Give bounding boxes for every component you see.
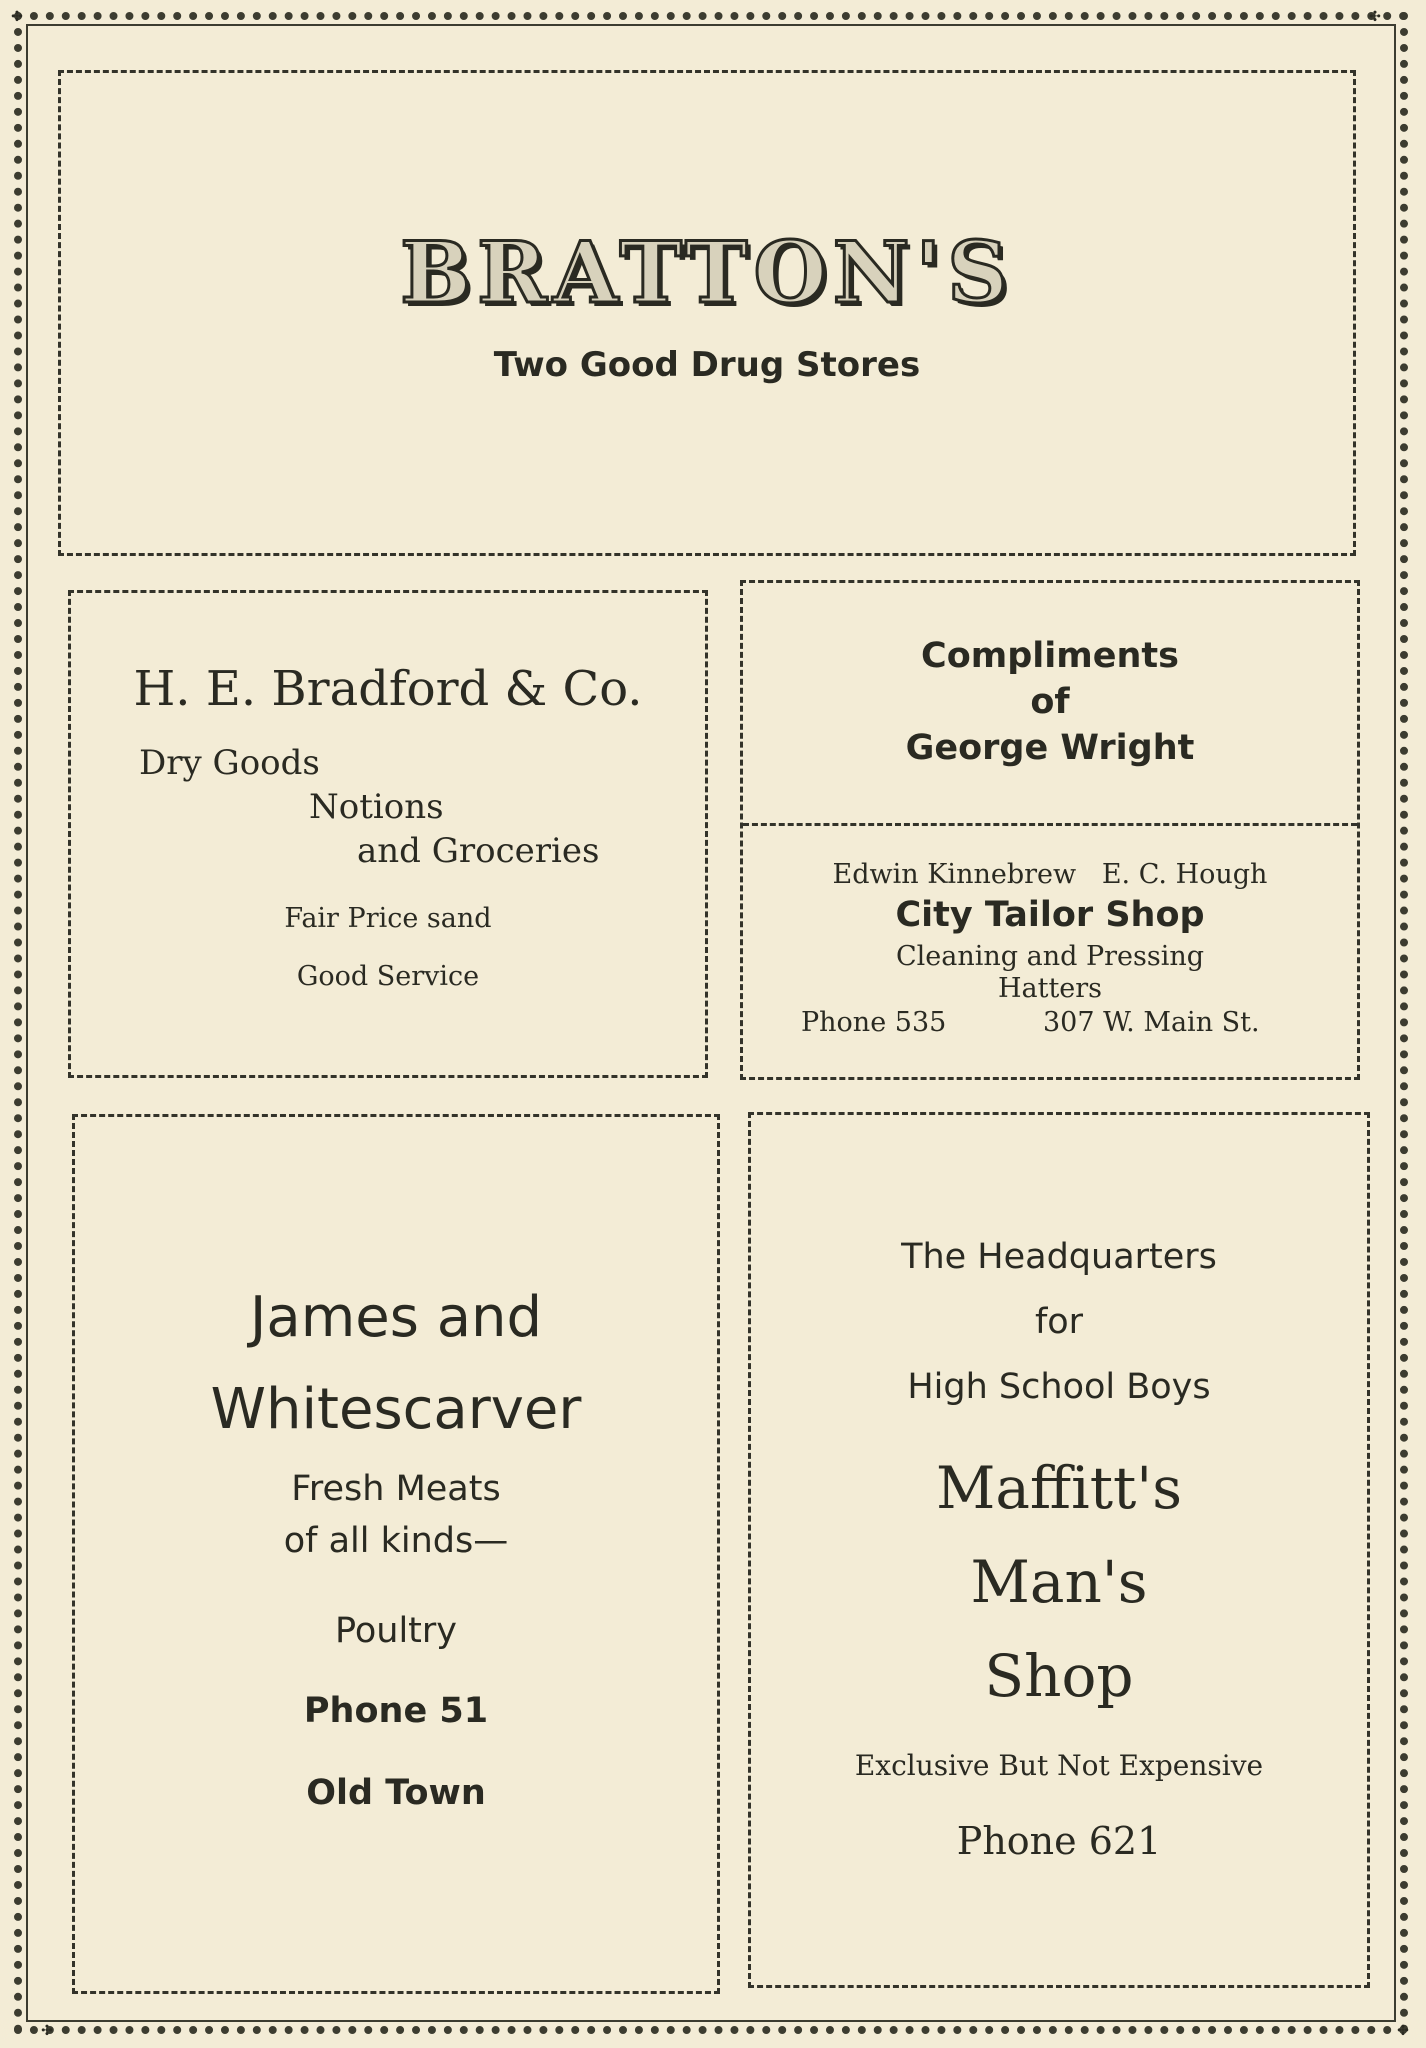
- tailor-owners: Edwin Kinnebrew E. C. Hough: [832, 859, 1268, 890]
- bradford-groceries: and Groceries: [357, 831, 600, 871]
- james-poultry: Poultry: [334, 1611, 457, 1651]
- compliments-tailor-ad: [740, 580, 1360, 1080]
- corner-ornament-bottom-right: ✣: [1397, 2023, 1409, 2039]
- maffitt-phone: Phone 621: [956, 1819, 1162, 1863]
- james-all-kinds: of all kinds—: [283, 1521, 509, 1561]
- brattons-subtitle: Two Good Drug Stores: [493, 345, 921, 385]
- james-title-line2: Whitescarver: [210, 1377, 582, 1442]
- maffitt-for: for: [1034, 1302, 1084, 1342]
- bradford-notions: Notions: [309, 787, 444, 827]
- bradford-dry-goods: Dry Goods: [139, 743, 320, 783]
- bradford-fair-price: Fair Price sand: [284, 903, 492, 934]
- tailor-hatters: Hatters: [997, 973, 1103, 1004]
- bradford-ad: [68, 590, 708, 1078]
- brattons-title: BRATTON'S: [400, 223, 1014, 322]
- maffitt-title-line2: Man's: [970, 1548, 1148, 1616]
- tailor-cleaning: Cleaning and Pressing: [895, 941, 1205, 972]
- corner-ornament-bottom-left: ✣: [41, 2023, 53, 2039]
- maffitt-tagline: Exclusive But Not Expensive: [854, 1749, 1264, 1782]
- maffitt-high-school-boys: High School Boys: [907, 1367, 1211, 1407]
- maffitt-headquarters: The Headquarters: [901, 1237, 1217, 1277]
- tailor-address: 307 W. Main St.: [1043, 1007, 1260, 1038]
- james-fresh-meats: Fresh Meats: [291, 1469, 501, 1509]
- tailor-phone: Phone 535: [801, 1007, 947, 1038]
- maffitt-title-line1: Maffitt's: [935, 1454, 1183, 1522]
- james-location: Old Town: [306, 1773, 486, 1813]
- compliments-of: of: [1030, 682, 1070, 722]
- tailor-title: City Tailor Shop: [895, 895, 1205, 935]
- james-phone: Phone 51: [303, 1691, 489, 1731]
- maffitt-ad: [748, 1112, 1370, 1988]
- bradford-title: H. E. Bradford & Co.: [133, 661, 643, 717]
- bradford-good-service: Good Service: [296, 961, 480, 992]
- section-divider: [743, 823, 1357, 826]
- compliments-line: Compliments: [921, 636, 1179, 676]
- compliments-name: George Wright: [905, 728, 1195, 768]
- corner-ornament-top-left: ✣: [11, 9, 23, 25]
- james-whitescarver-ad: [72, 1114, 720, 1994]
- corner-ornament-top-right: ✣: [1369, 9, 1381, 25]
- james-title-line1: James and: [249, 1285, 543, 1350]
- brattons-ad: [58, 70, 1356, 556]
- maffitt-title-line3: Shop: [984, 1642, 1134, 1710]
